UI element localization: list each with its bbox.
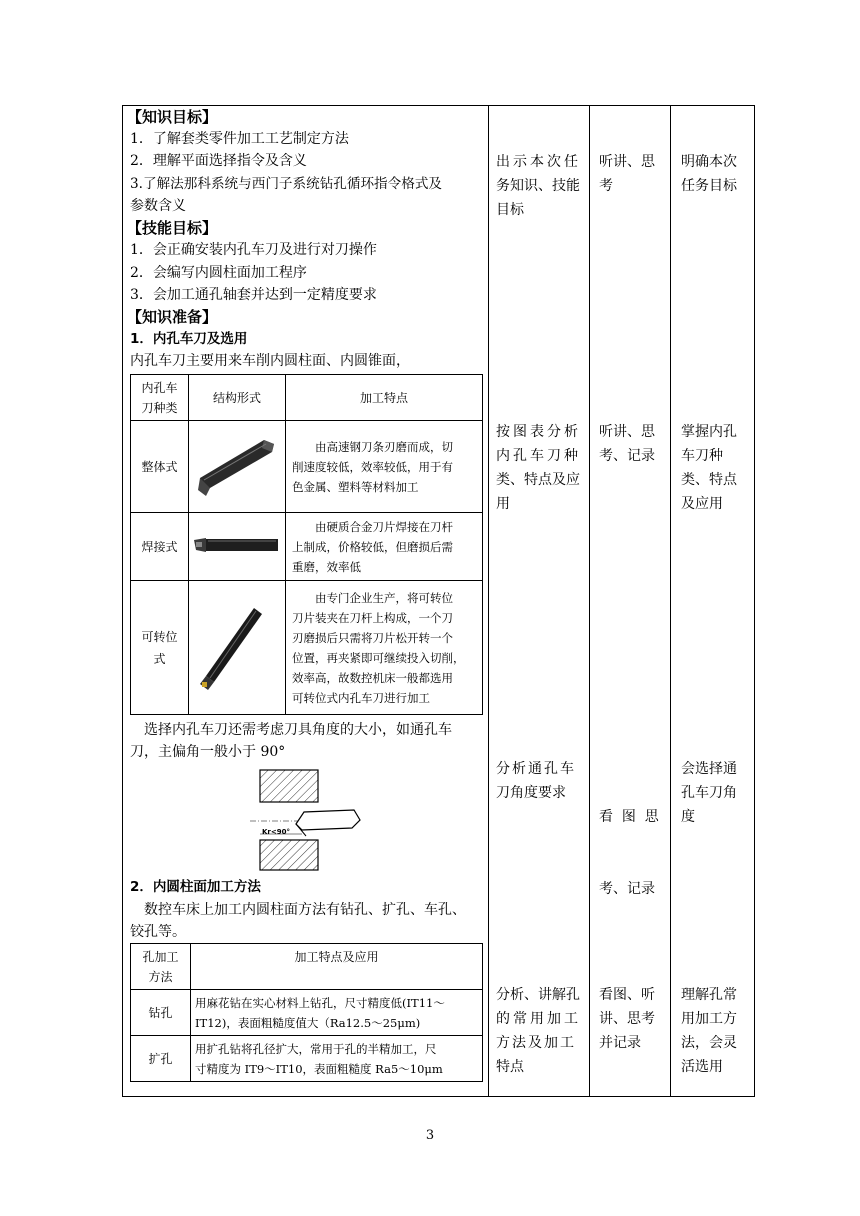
desc-line: 寸精度为 IT9～IT10，表面粗糙度 Ra5～10μm — [195, 1061, 443, 1076]
skill-goal-2: 2．会编写内圆柱面加工程序 — [130, 265, 307, 281]
desc-line: 由专门企业生产，将可转位 — [315, 590, 453, 605]
table-row — [131, 421, 483, 513]
header-structure: 结构形式 — [189, 375, 286, 421]
integral-boring-tool-image — [192, 430, 282, 500]
table-row — [131, 581, 483, 715]
welded-boring-tool-image — [192, 530, 282, 560]
table-row — [131, 990, 483, 1036]
knowledge-goal-1: 1．了解套类零件加工工艺制定方法 — [130, 131, 349, 147]
text-line: 类、特点 — [681, 472, 737, 488]
desc-line: 刃磨损后只需将刀片松开转一个 — [292, 630, 453, 645]
text-line: 方法及加工 — [496, 1035, 576, 1051]
method-cell: 钻孔 — [131, 990, 191, 1036]
tool-type-cell — [131, 581, 189, 715]
tool-image-cell — [189, 421, 286, 513]
intent-1 — [681, 150, 737, 198]
text-line: 内孔车刀种 — [496, 448, 581, 464]
method-cell: 扩孔 — [131, 1036, 191, 1082]
text-line: 特点 — [496, 1059, 524, 1075]
desc-line: 色金属、塑料等材料加工 — [292, 479, 419, 494]
tool-type-table — [130, 374, 483, 715]
text-line: 会选择通 — [681, 761, 737, 777]
table-header-row — [131, 944, 483, 990]
tool-desc-cell — [286, 581, 483, 715]
skill-goal-heading: 【技能目标】 — [127, 219, 218, 237]
header-features: 加工特点及应用 — [191, 944, 483, 990]
desc-line: 由高速钢刀条刃磨而成，切 — [315, 439, 453, 454]
desc-line: 重磨，效率低 — [292, 559, 361, 574]
text-line: 明确本次 — [681, 154, 737, 170]
text-line: 目标 — [496, 202, 524, 218]
column-divider — [488, 106, 489, 1096]
tool-desc-cell — [286, 421, 483, 513]
student-activity-1 — [599, 150, 655, 198]
desc-line: 用扩孔钻将孔径扩大，常用于孔的半精加工，尺 — [195, 1041, 437, 1056]
desc-line: 用麻花钻在实心材料上钻孔，尺寸精度低(IT11～ — [195, 995, 445, 1010]
table-header-row — [131, 375, 483, 421]
teacher-activity-2 — [496, 420, 581, 516]
text-line: 车刀种 — [681, 448, 723, 464]
text-line: 类、特点及应 — [496, 472, 580, 488]
student-activity-2 — [599, 420, 655, 468]
text-line: 理解孔常 — [681, 987, 737, 1003]
knowledge-goal-2: 2．理解平面选择指令及含义 — [130, 153, 307, 169]
text-line: 刀角度要求 — [496, 785, 566, 801]
desc-line: 位置，再夹紧即可继续投入切削， — [292, 650, 465, 665]
angle-text-2: 刀，主偏角一般小于 90° — [130, 744, 286, 760]
section1-intro: 内孔车刀主要用来车削内圆柱面、内圆锥面， — [130, 353, 410, 369]
tool-type-cell: 焊接式 — [131, 513, 189, 581]
boring-angle-diagram — [240, 764, 370, 874]
student-activity-3 — [599, 757, 659, 925]
text-line: 看 图 思 — [599, 809, 659, 825]
method-desc-cell — [191, 1036, 483, 1082]
text-line: 用 — [496, 496, 510, 512]
teacher-activity-3 — [496, 757, 576, 805]
text-line: 考 — [599, 178, 613, 194]
text-line: 讲、思考 — [599, 1011, 655, 1027]
text-line: 任务目标 — [681, 178, 737, 194]
text-line: 用加工方 — [681, 1011, 737, 1027]
tool-image-cell — [189, 513, 286, 581]
desc-line: IT12)，表面粗糙度值大（Ra12.5～25μm) — [195, 1015, 421, 1030]
text-line: 及应用 — [681, 496, 723, 512]
desc-line: 上制成，价格较低，但磨损后需 — [292, 539, 453, 554]
teacher-activity-1 — [496, 150, 581, 222]
text-line: 考、记录 — [599, 881, 655, 897]
header-features: 加工特点 — [286, 375, 483, 421]
section2-text-1: 数控车床上加工内圆柱面方法有钻孔、扩孔、车孔、 — [144, 902, 466, 918]
table-row — [131, 1036, 483, 1082]
header-method — [131, 944, 191, 990]
text-line: 务知识、技能 — [496, 178, 580, 194]
knowledge-goal-3-cont: 参数含义 — [130, 198, 186, 214]
type-line: 式 — [153, 651, 166, 666]
text-line: 考、记录 — [599, 448, 655, 464]
header-line: 孔加工 — [142, 949, 179, 964]
text-line: 分析通孔车 — [496, 761, 576, 777]
text-line: 孔车刀角 — [681, 785, 737, 801]
text-line: 听讲、思 — [599, 154, 655, 170]
section2-title: 2．内圆柱面加工方法 — [130, 879, 261, 895]
text-line: 的常用加工 — [496, 1011, 581, 1027]
text-line: 并记录 — [599, 1035, 641, 1051]
section1-title: 1．内孔车刀及选用 — [130, 331, 248, 347]
text-line: 分析、讲解孔 — [496, 987, 580, 1003]
text-line: 度 — [681, 809, 695, 825]
method-desc-cell — [191, 990, 483, 1036]
header-tool-type — [131, 375, 189, 421]
prep-heading: 【知识准备】 — [127, 308, 218, 326]
hole-method-table — [130, 943, 483, 1082]
header-line: 内孔车 — [141, 380, 178, 395]
angle-label: Kr<90° — [262, 828, 290, 836]
text-line: 法，会灵 — [681, 1035, 737, 1051]
text-line: 活选用 — [681, 1059, 723, 1075]
text-line: 看图、听 — [599, 987, 655, 1003]
intent-4 — [681, 983, 737, 1079]
column-divider — [670, 106, 671, 1096]
text-line: 听讲、思 — [599, 424, 655, 440]
teacher-activity-4 — [496, 983, 581, 1079]
knowledge-goal-heading: 【知识目标】 — [127, 108, 218, 126]
tool-image-cell — [189, 581, 286, 715]
skill-goal-1: 1．会正确安装内孔车刀及进行对刀操作 — [130, 242, 377, 258]
desc-line: 刀片装夹在刀杆上构成，一个刀 — [292, 610, 453, 625]
type-line: 可转位 — [141, 629, 178, 644]
table-row — [131, 513, 483, 581]
desc-line: 削速度较低，效率较低，用于有 — [292, 459, 453, 474]
tool-type-cell: 整体式 — [131, 421, 189, 513]
skill-goal-3: 3．会加工通孔轴套并达到一定精度要求 — [130, 287, 377, 303]
tool-desc-cell — [286, 513, 483, 581]
section2-text-2: 铰孔等。 — [130, 924, 186, 940]
desc-line: 由硬质合金刀片焊接在刀杆 — [315, 519, 453, 534]
desc-line: 效率高，故数控机床一般都选用 — [292, 670, 453, 685]
text-line: 出示本次任 — [496, 154, 581, 170]
intent-2 — [681, 420, 737, 516]
student-activity-4 — [599, 983, 655, 1055]
knowledge-goal-3: 3.了解法那科系统与西门子系统钻孔循环指令格式及 — [130, 176, 443, 192]
header-line: 方法 — [148, 969, 173, 984]
text-line: 按图表分析 — [496, 424, 581, 440]
text-line: 掌握内孔 — [681, 424, 737, 440]
column-divider — [589, 106, 590, 1096]
indexable-boring-tool-image — [192, 596, 282, 696]
desc-line: 可转位式内孔车刀进行加工 — [292, 690, 430, 705]
header-line: 刀种类 — [141, 400, 178, 415]
intent-3 — [681, 757, 737, 829]
angle-text-1: 选择内孔车刀还需考虑刀具角度的大小，如通孔车 — [144, 722, 452, 738]
page-number: 3 — [425, 1128, 435, 1143]
